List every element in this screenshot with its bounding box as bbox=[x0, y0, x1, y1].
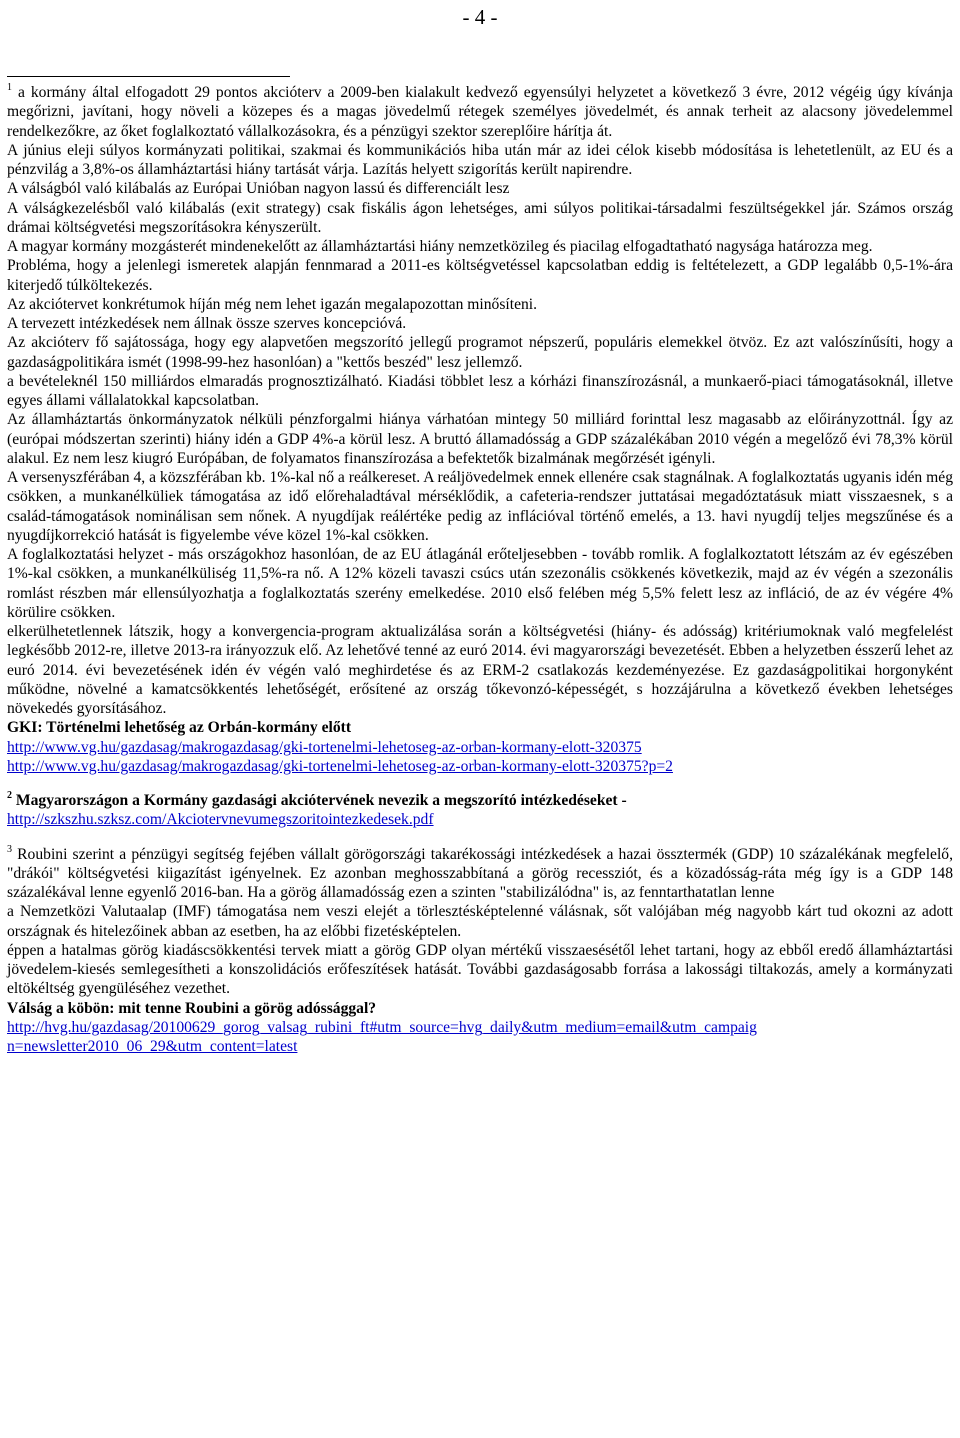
footnote-3-link-continued[interactable]: n=newsletter2010_06_29&utm_content=latest bbox=[7, 1038, 298, 1055]
footnote-1-paragraph: A versenyszférában 4, a közszférában kb. 1%-kal nő a reálkereset. A reáljövedelmek ennek ellenére csak stagnálnak. A foglalkoztatás ugyanis idén még csökken, a munkanélküliek támogatása az idő előrehaladtával mérséklődik, a cafeteria-rendszer juttatásai megadóztatásuk miatt visszaesnek, s a család-támogatások nominálisan sem nőnek. A nyugdíjak reálértéke pedig az inflációval történő emelés, a 13. havi nyugdíj teljes megszűnése és a nyugdíjkorrekció hatását is figyelembe véve közel 1%-kal csökken. bbox=[7, 469, 953, 544]
footnote-1-paragraph: A válságból való kilábalás az Európai Unióban nagyon lassú és differenciált lesz bbox=[7, 180, 510, 198]
footnote-1-heading: GKI: Történelmi lehetőség az Orbán-kormány előtt bbox=[7, 719, 352, 737]
footnote-1-link[interactable]: http://www.vg.hu/gazdasag/makrogazdasag/gki-tortenelmi-lehetoseg-az-orban-kormany-elott-320375 bbox=[7, 738, 642, 756]
footnote-1-paragraph: A magyar kormány mozgásterét mindenekelőtt az államháztartási hiány nemzetközileg és piacilag elfogadtatható nagysága határozza meg. bbox=[7, 238, 873, 255]
footnote-1-paragraph: Probléma, hogy a jelenlegi ismeretek alapján fennmarad a 2011-es költségvetéssel kapcsolatban eddig is feltételezett, a GDP legalább 0,5-1%-ára kiterjedő túlköltekezés. bbox=[7, 257, 953, 294]
footnote-3-paragraph: éppen a hatalmas görög kiadáscsökkentési tervek miatt a görög GDP olyan mértékű visszaesésétől lehet tartani, hogy az ebből eredő államháztartási jövedelem-kiesés semlegesítheti a konszolidációs erőfeszítések hatását. További gazdaságosabb forrása a lakossági tiltakozás, amely a kormányzati eltökéltség gyengüléséhez vezethet. bbox=[7, 941, 953, 998]
footnote-2-heading-text: Magyarországon a Kormány gazdasági akciótervének nevezik a megszorító intézkedéseket - bbox=[15, 792, 627, 809]
footnote-3-heading: Válság a köbön: mit tenne Roubini a görög adóssággal? bbox=[7, 999, 377, 1017]
footnote-text: a kormány által elfogadott 29 pontos akcióterv a 2009-ben kialakult kedvező egyensúlyi helyzetet a következő 3 évre, 2012 végéig úgy kívánja megőrizni, javítani, hogy növeli a közepes és a magas jövedelmű rétegek személyes jövedelmét, és annak terheit az alacsony jövedelemmel rendelkezőkre, az őket foglalkoztató vállalkozásokra, és a pénzügyi szektor szereplőire hárítja át. bbox=[7, 84, 953, 140]
footnote-text: Roubini szerint a pénzügyi segítség fejében vállalt görögországi takarékossági intézkedések a hazai össztermék (GDP) 10 százalékának megfelelő, "drákói" költségvetési kiigazítást igényelnek. Ez azonban meghosszabbítaná a görög recessziót, és a közadósság-ráta még így is a GDP 148 százalékával lenne egyenlő 2016-ban. Ha a görög államadósság ezen a szinten "stabilizálódna" is, az fenntarthatatlan lenne bbox=[7, 845, 953, 901]
footnote-1-paragraph: A június eleji súlyos kormányzati politikai, szakmai és kommunikációs hiba után már az idei célok kisebb módosítása is lehetetlenült, az EU és a pénzvilág a 3,8%-os államháztartási hiány tartását várja. Lazítás helyett szigorítás került napirendre. bbox=[7, 141, 953, 178]
footnote-marker: 2 bbox=[7, 790, 12, 801]
footnote-1-paragraph: Az akciótervet konkrétumok híján még nem lehet igazán megalapozottan minősíteni. bbox=[7, 295, 538, 313]
footnote-1-paragraph: Az akcióterv fő sajátossága, hogy egy alapvetően megszorító jellegű programot népszerű, populáris elemekkel ötvöz. Ez azt valószínűsíti, hogy a gazdaságpolitikára ismét (1998-99-hez hasonlóan) a "kettős beszéd" lesz jellemző. bbox=[7, 334, 953, 371]
footnote-1-link[interactable]: http://www.vg.hu/gazdasag/makrogazdasag/gki-tortenelmi-lehetoseg-az-orban-kormany-elott-320375?p=2 bbox=[7, 757, 673, 775]
footnote-3-paragraph: a Nemzetközi Valutaalap (IMF) támogatása nem veszi elejét a törlesztésképtelenné válásnak, sőt valójában még nagyobb kárt tud okozni az adott országnak és hitelezőinek abban az esetben, ha az előbbi fizetésképtelen. bbox=[7, 903, 953, 940]
footnote-1-paragraph bbox=[7, 83, 953, 141]
footnote-marker: 1 bbox=[7, 82, 12, 93]
footnote-1-paragraph: A foglalkoztatási helyzet - más országokhoz hasonlóan, de az EU átlagánál erőteljesebben - tovább romlik. A foglalkoztatott létszám az év egészében 1%-kal csökken, a munkanélküliség 11,5%-ra nő. A 12% közeli tavaszi csúcs után szezonális csökkenés következik, majd az év végén a szezonális romlást részben már ellensúlyozhatja a foglalkoztatás szerény emelkedése. 2010 első felében még 5,5% felett lesz az infláció, de az év végére 4% körülire csökken. bbox=[7, 546, 953, 621]
footnote-1 bbox=[7, 83, 953, 776]
footnote-1-paragraph: elkerülhetetlennek látszik, hogy a konvergencia-program aktualizálása során a költségvetési (hiány- és adósság) kritériumoknak való megfelelést legkésőbb 2012-re, illetve 2013-ra irányozzuk elő. Az lehetővé tenné az euró 2014. évi magyarországi bevezetését. Ebben a helyzetben ésszerű lehet az euró 2014. évi bevezetésének idén év végén való meghirdetése és az ERM-2 csatlakozás kezdeményezése. Ez gazdaságpolitikai horgonyként működne, növelné a kamatcsökkentés lehetőségét, erősítené az ország tőkevonzó-képességét, s hozzájárulna a következő években lehetséges növekedés gyorsításához. bbox=[7, 623, 953, 717]
footnote-2-heading bbox=[7, 791, 953, 810]
footnote-3-link[interactable]: http://hvg.hu/gazdasag/20100629_gorog_valsag_rubini_ft#utm_source=hvg_daily&utm_medium=email&utm_campaig bbox=[7, 1018, 757, 1036]
page-number: - 4 - bbox=[462, 5, 498, 29]
footnote-3 bbox=[7, 845, 953, 1057]
footnote-1-paragraph: A tervezett intézkedések nem állnak össze szerves koncepcióvá. bbox=[7, 315, 407, 332]
footnote-1-paragraph: A válságkezelésből való kilábalás (exit strategy) csak fiskális ágon lehetséges, ami súlyos politikai-társadalmi feszültségekkel jár. Számos ország drámai költségvetési megszorításokra kényszerült. bbox=[7, 199, 953, 236]
footnote-2-link[interactable]: http://szkszhu.szksz.com/Akciotervnevumegszoritointezkedesek.pdf bbox=[7, 811, 434, 829]
footnote-3-paragraph bbox=[7, 845, 953, 903]
footnotes-section bbox=[7, 46, 953, 1056]
footnote-1-paragraph: Az államháztartás önkormányzatok nélküli pénzforgalmi hiánya várhatóan mintegy 50 milliárd forinttal lesz magasabb az előirányzottnál. Így az (európai módszertan szerinti) hiány idén a GDP 4%-a körül lesz. A bruttó államadósság a GDP százalékában 2010 végén a megelőző évi 78,3% körül alakul. Ez nem lesz kiugró Európában, de folyamatos finanszírozása a befektetők bizalmának megőrzését igényli. bbox=[7, 411, 953, 467]
footnote-marker: 3 bbox=[7, 843, 12, 855]
footnote-1-paragraph: a bevételeknél 150 milliárdos elmaradás prognosztizálható. Kiadási többlet lesz a kórházi finanszírozásnál, a munkaerő-piaci támogatásoknál, illetve egyes állami vállalatokkal kapcsolatban. bbox=[7, 372, 953, 409]
footnote-separator-rule bbox=[7, 76, 290, 77]
footnote-2 bbox=[7, 791, 953, 830]
